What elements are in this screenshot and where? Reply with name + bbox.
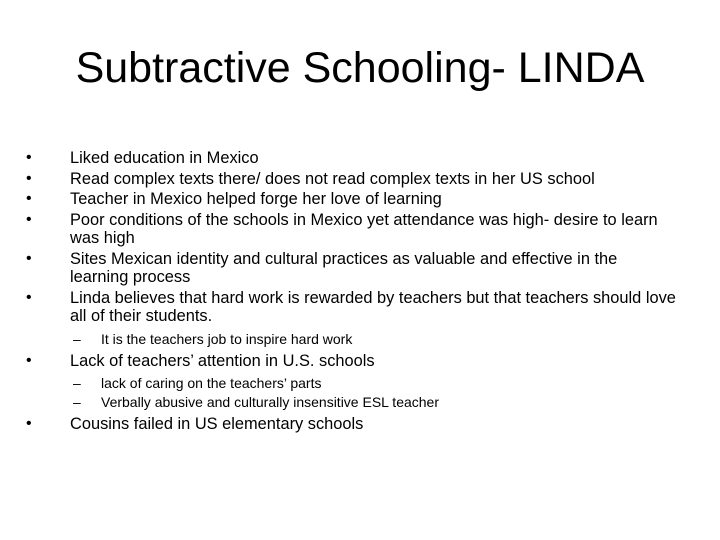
- sub-bullet-item: [73, 374, 681, 393]
- bullet-text: Lack of teachers’ attention in U.S. schools: [70, 351, 375, 370]
- sub-bullet-item: [73, 393, 681, 412]
- sub-bullet-marker: –: [73, 330, 81, 347]
- bullet-text: Poor conditions of the schools in Mexico yet attendance was high- desire to learn was high: [70, 210, 658, 247]
- bullet-marker: •: [26, 210, 32, 228]
- bullet-list: [0, 149, 720, 434]
- bullet-text: Liked education in Mexico: [70, 149, 259, 167]
- bullet-marker: •: [26, 190, 32, 207]
- sub-bullet-text: It is the teachers job to inspire hard work: [101, 330, 353, 347]
- bullet-marker: •: [26, 249, 32, 267]
- sub-bullet-marker: –: [73, 375, 81, 391]
- bullet-item: [26, 149, 678, 168]
- bullet-item: [26, 169, 678, 189]
- bullet-text: Linda believes that hard work is rewarded by teachers but that teachers should love all of their students.: [70, 288, 676, 325]
- sub-bullet-text: lack of caring on the teachers’ parts: [101, 375, 322, 391]
- sub-bullet-marker: –: [73, 394, 81, 410]
- sub-bullet-text: Verbally abusive and culturally insensitive ESL teacher: [101, 394, 440, 410]
- bullet-text: Teacher in Mexico helped forge her love of learning: [70, 190, 442, 208]
- bullet-marker: •: [26, 169, 32, 187]
- bullet-marker: •: [26, 351, 32, 369]
- bullet-item: [26, 210, 678, 248]
- bullet-marker: •: [26, 288, 32, 306]
- bullet-text: Read complex texts there/ does not read complex texts in her US school: [70, 169, 595, 188]
- bullet-item: [26, 249, 678, 287]
- bullet-text: Cousins failed in US elementary schools: [70, 415, 364, 433]
- bullet-item: [26, 351, 678, 371]
- slide-title: Subtractive Schooling- LINDA: [75, 44, 645, 92]
- bullet-text: Sites Mexican identity and cultural practices as valuable and effective in the learning process: [70, 249, 618, 286]
- bullet-item: [26, 190, 678, 209]
- bullet-marker: •: [26, 415, 32, 432]
- bullet-item: [26, 288, 678, 326]
- bullet-item: [26, 415, 678, 434]
- sub-bullet-item: [73, 330, 681, 349]
- bullet-marker: •: [26, 149, 32, 166]
